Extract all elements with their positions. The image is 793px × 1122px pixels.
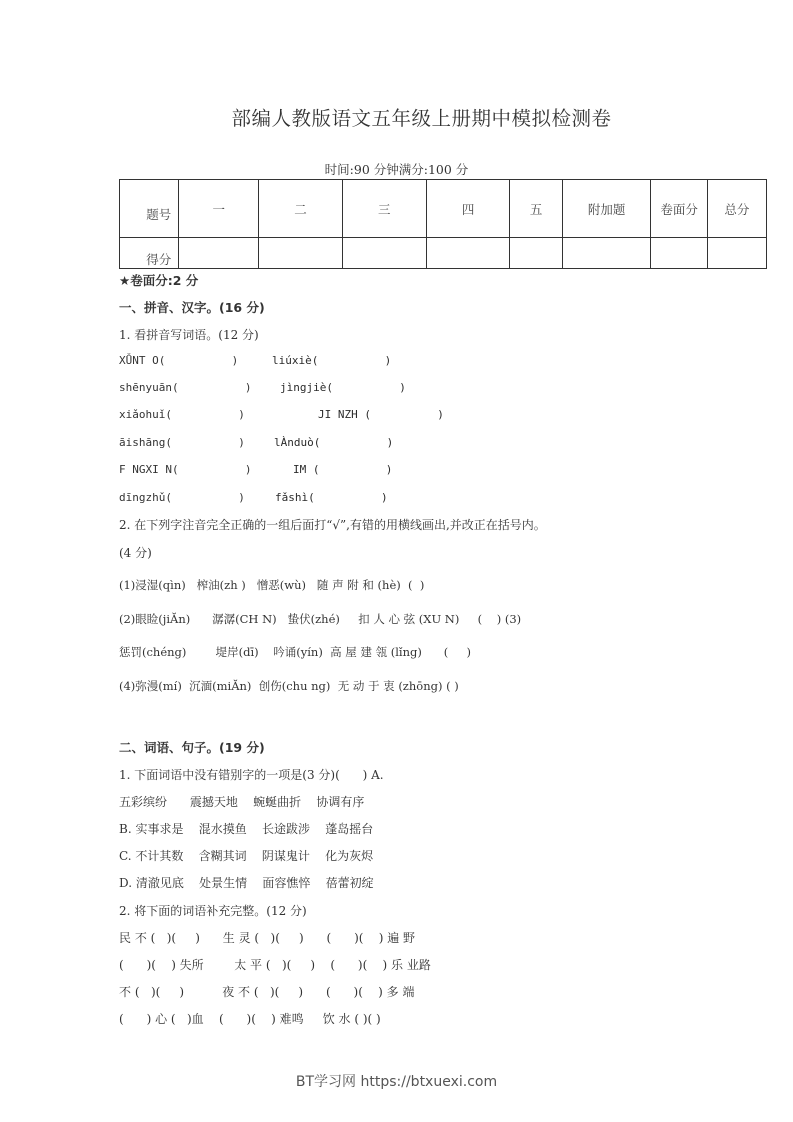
pinyin-item: xiǎohuǐ( ) (119, 408, 245, 421)
choice-option-a: 五彩缤纷 震撼天地 蜿蜒曲折 协调有序 (119, 795, 365, 809)
column-header-3: 三 (342, 180, 426, 238)
score-cell-4 (426, 238, 510, 269)
pinyin-item: JI NZH ( ) (318, 408, 444, 421)
pinyin-item: XǙNT O( ) (119, 354, 239, 367)
column-header-neatness: 卷面分 (651, 180, 707, 238)
pinyin-item: jìngjiè( ) (280, 381, 406, 394)
header-label: 题号 (120, 180, 179, 238)
column-header-total: 总分 (707, 180, 766, 238)
section-1-question-1-prompt: 1. 看拼音写词语。(12 分) (119, 328, 259, 342)
score-table (119, 179, 767, 269)
score-table-header-row (120, 180, 767, 238)
section-2-heading: 二、词语、句子。(19 分) (119, 740, 265, 755)
score-cell-1 (179, 238, 259, 269)
pronunciation-group: (4)弥漫(mí) 沉湎(miĂn) 创伤(chu ng) 无 动 于 衷 (zhōng) ( ) (119, 679, 459, 693)
exam-time-and-score: 时间:90 分钟满分:100 分 (324, 162, 469, 177)
idiom-fill-line: 不 ( )( ) 夜 不 ( )( ) ( )( ) 多 端 (119, 985, 415, 999)
section-2-question-2-prompt: 2. 将下面的词语补充完整。(12 分) (119, 904, 307, 918)
pinyin-item: dīngzhǔ( ) (119, 491, 245, 504)
column-header-5: 五 (510, 180, 562, 238)
score-label: 得分 (120, 238, 179, 269)
column-header-bonus: 附加题 (562, 180, 651, 238)
neatness-score-note: ★卷面分:2 分 (119, 273, 199, 288)
choice-option-b: B. 实事求是 混水摸鱼 长途跋涉 蓬岛摇台 (119, 822, 374, 836)
column-header-1: 一 (179, 180, 259, 238)
watermark-footer: BT学习网 https://btxuexi.com (295, 1074, 498, 1090)
pinyin-item: liúxiè( ) (272, 354, 392, 367)
idiom-fill-line: ( ) 心 ( )血 ( )( ) 难鸣 饮 水 ( )( ) (119, 1012, 381, 1026)
document-title: 部编人教版语文五年级上册期中模拟检测卷 (231, 107, 612, 130)
choice-option-c: C. 不计其数 含糊其词 阴谋鬼计 化为灰烬 (119, 849, 374, 863)
column-header-2: 二 (259, 180, 343, 238)
column-header-4: 四 (426, 180, 510, 238)
choice-option-d: D. 清澈见底 处景生情 面容憔悴 蓓蕾初绽 (119, 876, 374, 890)
idiom-fill-line: 民 不 ( )( ) 生 灵 ( )( ) ( )( ) 遍 野 (119, 931, 416, 945)
score-table-score-row (120, 238, 767, 269)
score-cell-2 (259, 238, 343, 269)
section-2-question-1-prompt: 1. 下面词语中没有错别字的一项是(3 分)( ) A. (119, 768, 384, 782)
pinyin-item: shēnyuān( ) (119, 381, 252, 394)
section-1-question-2-points: (4 分) (119, 546, 152, 560)
pronunciation-group: (2)眼睑(jiĂn) 潺潺(CH N) 蛰伏(zhé) 扣 人 心 弦 (XU N) ( ) (3) (119, 612, 522, 626)
pinyin-item: lÀnduò( ) (274, 436, 394, 449)
section-1-question-2-prompt: 2. 在下列字注音完全正确的一组后面打“√”,有错的用横线画出,并改正在括号内。 (119, 518, 546, 532)
pronunciation-group: 惩罚(chéng) 堤岸(dī) 吟诵(yín) 高 屋 建 瓴 (lǐng) ( ) (119, 645, 472, 659)
score-cell-bonus (562, 238, 651, 269)
idiom-fill-line: ( )( ) 失所 太 平 ( )( ) ( )( ) 乐 业路 (119, 958, 431, 972)
pinyin-item: F NGXI N( ) (119, 463, 252, 476)
score-cell-5 (510, 238, 562, 269)
pinyin-item: fǎshì( ) (275, 491, 388, 504)
score-cell-3 (342, 238, 426, 269)
pinyin-item: āishāng( ) (119, 436, 245, 449)
pronunciation-group: (1)浸湿(qìn) 榨油(zh ) 憎恶(wù) 随 声 附 和 (hè) ( ) (119, 578, 425, 592)
score-cell-total (707, 238, 766, 269)
section-1-heading: 一、拼音、汉字。(16 分) (119, 300, 265, 315)
score-cell-neatness (651, 238, 707, 269)
pinyin-item: IM ( ) (293, 463, 393, 476)
